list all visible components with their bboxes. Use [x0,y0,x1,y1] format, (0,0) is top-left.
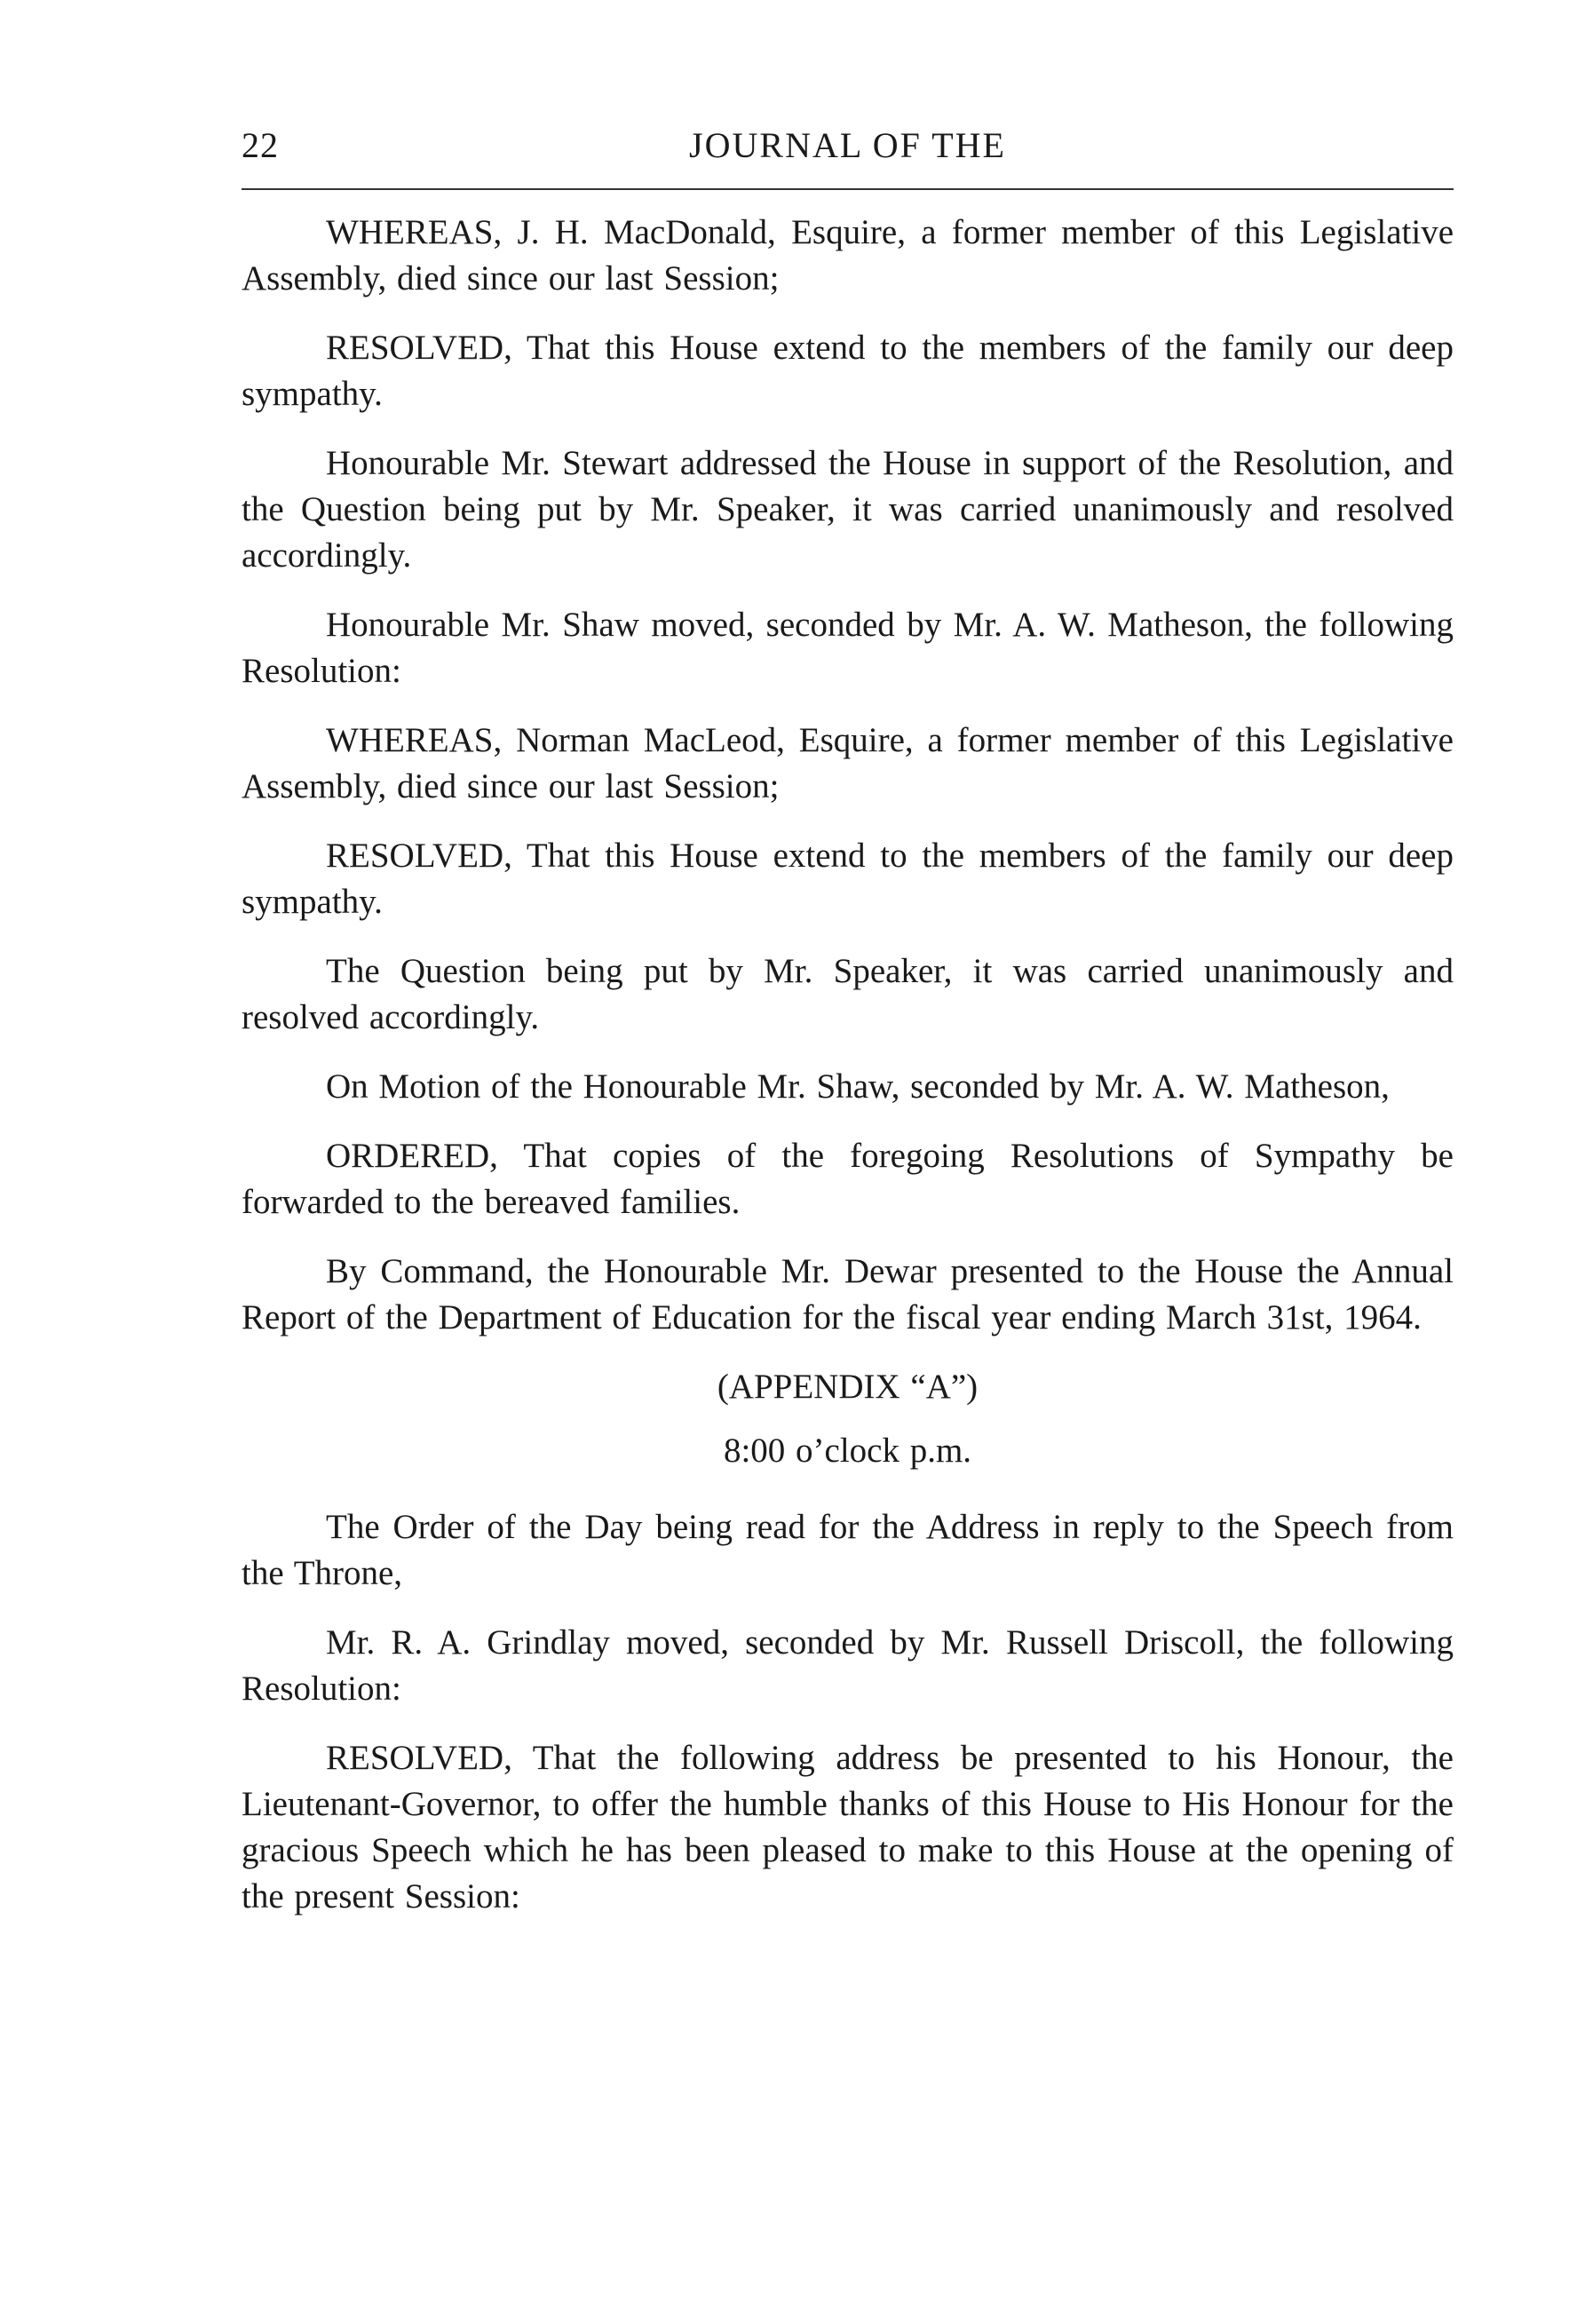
whereas-macleod-paragraph: WHEREAS, Norman MacLeod, Esquire, a former member of this Legislative Assembly, died since our last Session; [242,721,1454,805]
header-rule [242,188,1454,190]
stewart-support-paragraph: Honourable Mr. Stewart addressed the House in support of the Resolution, and the Question being put by Mr. Speaker, it was carried unanimously and resolved accordingly. [242,444,1454,575]
resolved-sympathy-paragraph-2: RESOLVED, That this House extend to the members of the family our deep sympathy. [242,837,1454,921]
on-motion-paragraph: On Motion of the Honourable Mr. Shaw, seconded by Mr. A. W. Matheson, [326,1067,1390,1106]
ordered-copies-paragraph: ORDERED, That copies of the foregoing Resolutions of Sympathy be forwarded to the bereaved families. [242,1137,1454,1221]
whereas-macdonald-paragraph: WHEREAS, J. H. MacDonald, Esquire, a former member of this Legislative Assembly, died since our last Session; [242,213,1454,297]
annual-report-paragraph: By Command, the Honourable Mr. Dewar presented to the House the Annual Report of the Department of Education for the fiscal year ending March 31st, 1964. [242,1252,1454,1336]
resolved-sympathy-paragraph: RESOLVED, That this House extend to the members of the family our deep sympathy. [242,329,1454,413]
question-carried-paragraph: The Question being put by Mr. Speaker, it was carried unanimously and resolved accordingly. [242,952,1454,1036]
shaw-motion-paragraph: Honourable Mr. Shaw moved, seconded by Mr. A. W. Matheson, the following Resolution: [242,606,1454,690]
time-heading: 8:00 o’clock p.m. [723,1432,972,1470]
page-number: 22 [242,125,279,165]
running-head: JOURNAL OF THE [689,125,1006,165]
journal-body [242,210,1454,1920]
order-of-day-paragraph: The Order of the Day being read for the Address in reply to the Speech from the Throne, [242,1508,1454,1592]
grindlay-motion-paragraph: Mr. R. A. Grindlay moved, seconded by Mr. Russell Driscoll, the following Resolution: [242,1623,1454,1708]
page-header [242,124,1454,181]
resolved-address-paragraph: RESOLVED, That the following address be presented to his Honour, the Lieutenant-Governor, to offer the humble thanks of this House to His Honour for the gracious Speech which he has been pleased to make to this House at the opening of the present Session: [242,1739,1454,1916]
appendix-heading: (APPENDIX “A”) [717,1368,979,1406]
journal-page [242,124,1454,1943]
